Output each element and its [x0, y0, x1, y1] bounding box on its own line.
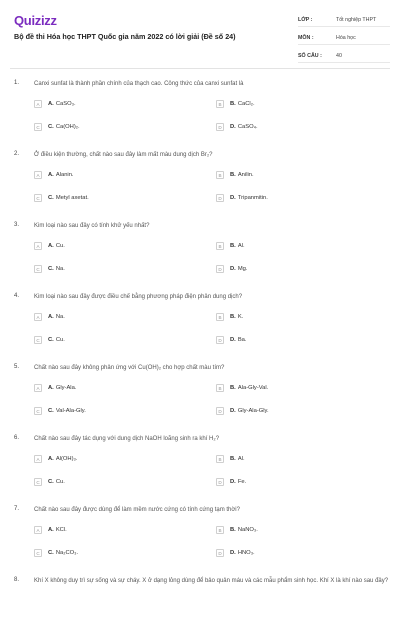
- question-number: 5.: [14, 364, 20, 370]
- option-checkbox[interactable]: D: [216, 549, 224, 557]
- option-b[interactable]: [216, 525, 258, 535]
- option-text: Cu.: [55, 243, 65, 249]
- option-letter: C.: [48, 337, 54, 343]
- option-checkbox[interactable]: B: [216, 526, 224, 534]
- meta-label: MÔN :: [298, 34, 314, 41]
- option-d[interactable]: [216, 335, 247, 345]
- option-checkbox[interactable]: A: [34, 384, 42, 392]
- option-d[interactable]: [216, 477, 246, 487]
- meta-panel: [298, 13, 390, 67]
- option-letter: D.: [230, 408, 236, 414]
- option-letter: C.: [48, 550, 54, 556]
- option-text: CaSO₃.: [55, 101, 76, 107]
- option-text: KCl.: [55, 527, 67, 533]
- option-letter: D.: [230, 195, 236, 201]
- option-b[interactable]: [216, 170, 254, 180]
- option-text: Alanin.: [55, 172, 74, 178]
- option-letter: C.: [48, 195, 54, 201]
- option-d[interactable]: [216, 193, 268, 203]
- option-checkbox[interactable]: C: [34, 123, 42, 131]
- option-text: Gly-Ala-Gly.: [237, 408, 269, 414]
- option-text: CaCl₂.: [237, 101, 255, 107]
- option-checkbox[interactable]: D: [216, 194, 224, 202]
- option-text: Na.: [55, 314, 65, 320]
- option-b[interactable]: [216, 312, 243, 322]
- option-text: Al(OH)₃.: [55, 456, 78, 462]
- option-letter: D.: [230, 479, 236, 485]
- option-checkbox[interactable]: C: [34, 265, 42, 273]
- question-item: [0, 216, 400, 287]
- question-number: 2.: [14, 151, 20, 157]
- option-letter: B.: [230, 101, 236, 107]
- question-item: [0, 429, 400, 500]
- option-checkbox[interactable]: B: [216, 455, 224, 463]
- question-number: 3.: [14, 222, 20, 228]
- option-text: Al.: [237, 456, 245, 462]
- option-letter: D.: [230, 124, 236, 130]
- option-checkbox[interactable]: A: [34, 313, 42, 321]
- option-b[interactable]: [216, 454, 245, 464]
- option-text: Fe.: [237, 479, 247, 485]
- option-d[interactable]: [216, 264, 247, 274]
- divider: [10, 68, 390, 69]
- option-letter: B.: [230, 456, 236, 462]
- option-letter: A.: [48, 314, 54, 320]
- option-a[interactable]: [34, 241, 65, 251]
- option-text: Na₂CO₃.: [55, 550, 79, 556]
- header: [0, 0, 400, 66]
- option-checkbox[interactable]: A: [34, 242, 42, 250]
- meta-value: 40: [336, 52, 342, 59]
- option-c[interactable]: [34, 193, 89, 203]
- option-letter: A.: [48, 172, 54, 178]
- question-number: 7.: [14, 506, 20, 512]
- option-checkbox[interactable]: D: [216, 123, 224, 131]
- option-c[interactable]: [34, 335, 65, 345]
- option-a[interactable]: [34, 525, 67, 535]
- option-checkbox[interactable]: D: [216, 478, 224, 486]
- question-number: 6.: [14, 435, 20, 441]
- option-checkbox[interactable]: D: [216, 265, 224, 273]
- question-text: Canxi sunfat là thành phần chính của thạch cao. Công thức của canxi sunfat là: [34, 81, 244, 87]
- option-text: NaNO₃.: [237, 527, 258, 533]
- option-d[interactable]: [216, 548, 255, 558]
- option-checkbox[interactable]: C: [34, 336, 42, 344]
- question-text: Kim loại nào sau đây có tính khử yếu nhất?: [34, 223, 150, 229]
- option-checkbox[interactable]: C: [34, 549, 42, 557]
- option-checkbox[interactable]: A: [34, 526, 42, 534]
- quizizz-logo[interactable]: Quizizz: [14, 13, 57, 28]
- question-item: [0, 74, 400, 145]
- option-checkbox[interactable]: C: [34, 194, 42, 202]
- option-c[interactable]: [34, 406, 86, 416]
- option-letter: D.: [230, 266, 236, 272]
- option-text: Al.: [237, 243, 245, 249]
- meta-value: Hóa học: [336, 34, 356, 41]
- option-letter: A.: [48, 243, 54, 249]
- option-a[interactable]: [34, 383, 76, 393]
- option-letter: C.: [48, 124, 54, 130]
- option-text: Ba.: [237, 337, 247, 343]
- question-item: [0, 500, 400, 571]
- option-c[interactable]: [34, 122, 80, 132]
- option-letter: C.: [48, 479, 54, 485]
- option-letter: B.: [230, 385, 236, 391]
- option-checkbox[interactable]: A: [34, 171, 42, 179]
- option-text: CaSO₄.: [237, 124, 258, 130]
- question-text: Ở điều kiện thường, chất nào sau đây làm mất màu dung dịch Br₂?: [34, 152, 213, 158]
- option-c[interactable]: [34, 264, 65, 274]
- option-checkbox[interactable]: B: [216, 100, 224, 108]
- page-title: Bộ đề thi Hóa học THPT Quốc gia năm 2022 có lời giải (Đề số 24): [14, 32, 236, 41]
- option-checkbox[interactable]: A: [34, 455, 42, 463]
- option-a[interactable]: [34, 454, 78, 464]
- question-number: 1.: [14, 80, 20, 86]
- option-letter: B.: [230, 527, 236, 533]
- option-a[interactable]: [34, 170, 74, 180]
- option-b[interactable]: [216, 241, 245, 251]
- option-letter: D.: [230, 550, 236, 556]
- option-text: Na.: [55, 266, 65, 272]
- meta-label: SỐ CÂU :: [298, 52, 322, 59]
- option-checkbox[interactable]: D: [216, 407, 224, 415]
- option-b[interactable]: [216, 383, 268, 393]
- question-item: [0, 287, 400, 358]
- meta-row-subject: [298, 31, 390, 45]
- meta-value: Tốt nghiệp THPT: [336, 16, 377, 23]
- option-letter: C.: [48, 266, 54, 272]
- option-text: Ala-Gly-Val.: [237, 385, 269, 391]
- option-checkbox[interactable]: A: [34, 100, 42, 108]
- question-text: Kim loại nào sau đây được điều chế bằng phương pháp điện phân dung dịch?: [34, 294, 243, 300]
- option-letter: A.: [48, 101, 54, 107]
- option-text: Cu.: [55, 479, 65, 485]
- question-text: Chất nào sau đây được dùng để làm mềm nước cứng có tính cứng tạm thời?: [34, 507, 240, 513]
- option-checkbox[interactable]: B: [216, 384, 224, 392]
- question-text: Khí X không duy trì sự sống và sự cháy. X ở dạng lỏng dùng để bảo quản máu và các mẫu phẩm sinh học. Khí X là khí nào sau đây?: [34, 578, 389, 584]
- option-letter: D.: [230, 337, 236, 343]
- meta-row-grade: [298, 13, 390, 27]
- option-checkbox[interactable]: C: [34, 407, 42, 415]
- option-text: HNO₃.: [237, 550, 255, 556]
- option-checkbox[interactable]: C: [34, 478, 42, 486]
- option-text: Anilin.: [237, 172, 254, 178]
- option-c[interactable]: [34, 477, 65, 487]
- option-a[interactable]: [34, 99, 76, 109]
- option-text: Metyl axetat.: [55, 195, 89, 201]
- question-text: Chất nào sau đây không phản ứng với Cu(OH)₂ cho hợp chất màu tím?: [34, 365, 225, 371]
- option-letter: A.: [48, 385, 54, 391]
- option-checkbox[interactable]: B: [216, 171, 224, 179]
- option-letter: C.: [48, 408, 54, 414]
- question-item: [0, 145, 400, 216]
- option-text: Cu.: [55, 337, 65, 343]
- option-checkbox[interactable]: B: [216, 242, 224, 250]
- option-text: Gly-Ala.: [55, 385, 77, 391]
- option-text: Tripanmitin.: [237, 195, 268, 201]
- option-b[interactable]: [216, 99, 255, 109]
- option-d[interactable]: [216, 122, 258, 132]
- option-letter: B.: [230, 243, 236, 249]
- option-text: Ca(OH)₂.: [55, 124, 80, 130]
- option-d[interactable]: [216, 406, 269, 416]
- option-text: Mg.: [237, 266, 248, 272]
- option-text: Val-Ala-Gly.: [55, 408, 86, 414]
- option-text: K.: [237, 314, 244, 320]
- question-number: 8.: [14, 577, 20, 583]
- option-c[interactable]: [34, 548, 78, 558]
- option-letter: B.: [230, 314, 236, 320]
- option-checkbox[interactable]: B: [216, 313, 224, 321]
- option-letter: A.: [48, 527, 54, 533]
- question-number: 4.: [14, 293, 20, 299]
- option-letter: B.: [230, 172, 236, 178]
- option-checkbox[interactable]: D: [216, 336, 224, 344]
- option-letter: A.: [48, 456, 54, 462]
- question-item: [0, 571, 400, 642]
- meta-row-question-count: [298, 49, 390, 63]
- question-text: Chất nào sau đây tác dụng với dung dịch NaOH loãng sinh ra khí H₂?: [34, 436, 220, 442]
- meta-label: LỚP :: [298, 16, 313, 23]
- option-a[interactable]: [34, 312, 65, 322]
- question-list: [0, 74, 400, 642]
- question-item: [0, 358, 400, 429]
